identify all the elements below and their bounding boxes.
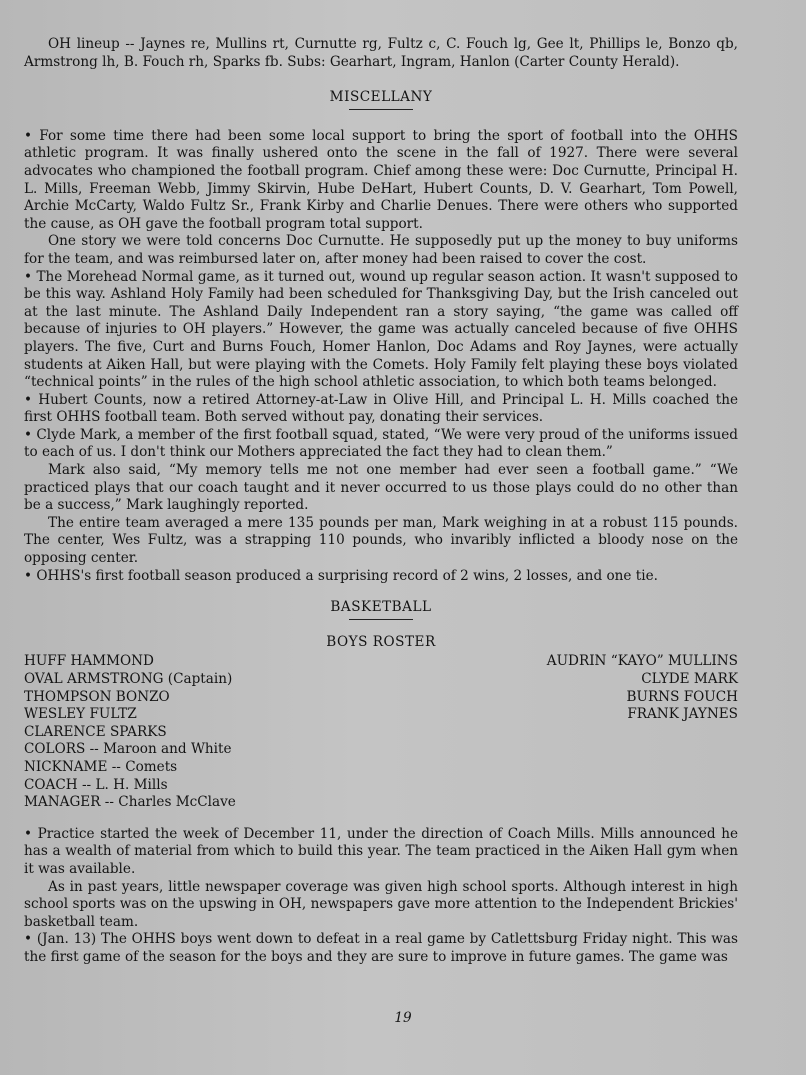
roster-entry: COACH -- L. H. Mills — [24, 776, 168, 793]
boys-roster — [24, 653, 738, 811]
basketball-paragraph: • (Jan. 13) The OHHS boys went down to defeat in a real game by Catlettsburg Friday night. This was the first game of the season for the boys and they are sure to improve in future games. The game was — [24, 931, 738, 966]
basketball-body — [24, 826, 738, 967]
basketball-paragraph: As in past years, little newspaper coverage was given high school sports. Although interest in high school sports was on the upswing in OH, newspapers gave more attention to the Independent Brickies' basketball team. — [24, 878, 738, 930]
roster-entry: MANAGER -- Charles McClave — [24, 794, 236, 811]
misc-paragraph: • OHHS's first football season produced a surprising record of 2 wins, 2 losses, and one tie. — [24, 568, 738, 586]
roster-entry: BURNS FOUCH — [626, 688, 738, 705]
page-number: 19 — [394, 1010, 412, 1026]
roster-entry: COLORS -- Maroon and White — [24, 741, 232, 758]
basketball-paragraph: • Practice started the week of December 11, under the direction of Coach Mills. Mills announced he has a wealth of material from which to build this year. The team practiced in the Aiken Hall gym when it was available. — [24, 826, 738, 879]
miscellany-heading: MISCELLANY — [329, 89, 433, 106]
heading-rule — [349, 109, 413, 110]
misc-paragraph: Mark also said, “My memory tells me not one member had ever seen a football game.” “We practiced plays that our coach taught and it never occurred to us those plays could do no other than be a success,” Mark laughingly reported. — [24, 462, 738, 514]
roster-entry: THOMPSON BONZO — [24, 688, 170, 705]
roster-left-column — [24, 653, 236, 811]
roster-entry: CLYDE MARK — [641, 671, 738, 687]
misc-paragraph: • For some time there had been some local support to bring the sport of football into the OHHS athletic program. It was finally ushered onto the scene in the fall of 1927. There were several advocates who championed the football program. Chief among these were: Doc Curnutte, Principal H. L. Mills, Freeman Webb, Jimmy Skirvin, Hube DeHart, Hubert Counts, D. V. Gearhart, Tom Powell, Archie McCarty, Waldo Fultz Sr., Frank Kirby and Charlie Denues. There were others who supported the cause, as OH gave the football program total support. — [24, 128, 738, 234]
misc-paragraph: One story we were told concerns Doc Curnutte. He supposedly put up the money to buy uniforms for the team, and was reimbursed later on, after money had been raised to cover the cost. — [24, 233, 738, 267]
misc-paragraph: The entire team averaged a mere 135 pounds per man, Mark weighing in at a robust 115 pounds. The center, Wes Fultz, was a strapping 110 pounds, who invaribly inflicted a bloody nose on the opposing center. — [24, 514, 738, 567]
basketball-header — [24, 599, 738, 620]
misc-paragraph: • The Morehead Normal game, as it turned out, wound up regular season action. It wasn't supposed to be this way. Ashland Holy Family had been scheduled for Thanksgiving Day, but the Irish canceled out at the last minute. The Ashland Daily Independent ran a story saying, “the game was called off because of injuries to OH players.” However, the game was actually canceled because of five OHHS players. The five, Curt and Burns Fouch, Homer Hanlon, Doc Adams and Roy Jaynes, were actually students at Aiken Hall, but were playing with the Comets. Holy Family felt playing these boys violated “technical points” in the rules of the high school athletic association, to which both teams belonged. — [24, 269, 738, 392]
misc-paragraph: • Clyde Mark, a member of the first football squad, stated, “We were very proud of the uniforms issued to each of us. I don't think our Mothers appreciated the fact they had to clean them.” — [24, 427, 738, 462]
heading-rule — [349, 619, 413, 620]
roster-entry: AUDRIN “KAYO” MULLINS — [546, 653, 738, 670]
roster-right-column — [547, 653, 738, 811]
miscellany-header — [24, 89, 738, 110]
roster-entry: NICKNAME -- Comets — [24, 758, 178, 775]
roster-entry: OVAL ARMSTRONG (Captain) — [24, 671, 233, 687]
lineup-paragraph: OH lineup -- Jaynes re, Mullins rt, Curnutte rg, Fultz c, C. Fouch lg, Gee lt, Phillips le, Bonzo qb, Armstrong lh, B. Fouch rh, Sparks fb. Subs: Gearhart, Ingram, Hanlon (Carter County Herald). — [24, 36, 738, 70]
roster-entry: FRANK JAYNES — [627, 706, 738, 723]
basketball-heading: BASKETBALL — [330, 599, 432, 616]
roster-entry: HUFF HAMMOND — [24, 653, 154, 670]
roster-heading: BOYS ROSTER — [326, 633, 436, 650]
misc-paragraph: • Hubert Counts, now a retired Attorney-at-Law in Olive Hill, and Principal L. H. Mills coached the first OHHS football team. Both served without pay, donating their services. — [24, 392, 738, 427]
roster-entry: WESLEY FULTZ — [24, 706, 137, 723]
roster-entry: CLARENCE SPARKS — [24, 723, 167, 740]
